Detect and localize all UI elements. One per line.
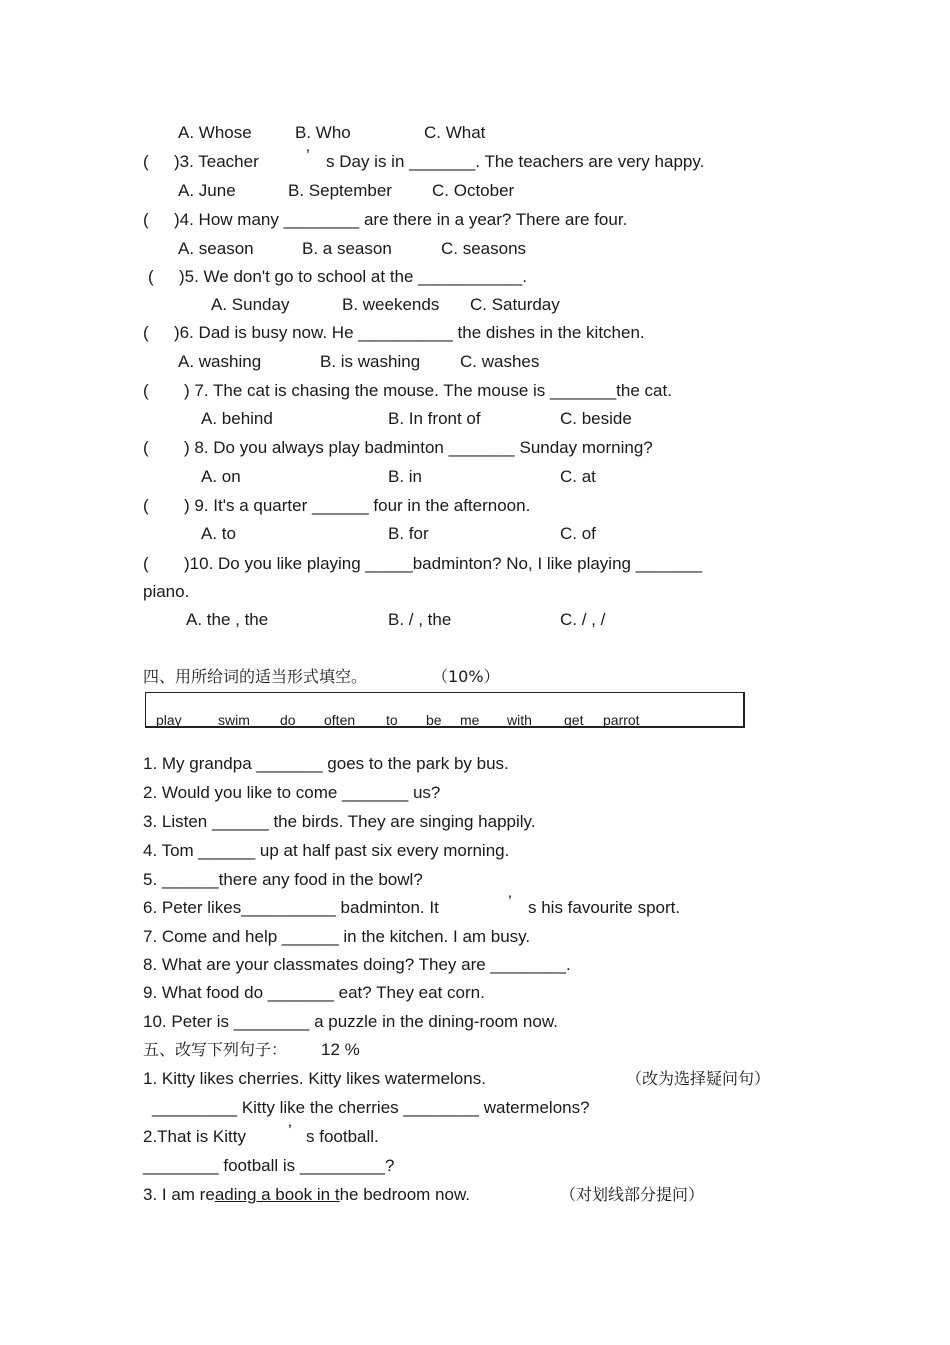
rewrite-1-text: 1. Kitty likes cherries. Kitty likes watermelons. [143,1069,486,1088]
fill-item-10: 10. Peter is ________ a puzzle in the dining-room now. [143,1012,558,1031]
q9-option-b: B. for [388,524,429,543]
rewrite-3-underlined: ading a book in t [214,1185,340,1204]
section4-score: （10%） [432,667,500,686]
q2-option-a: A. Whose [178,123,252,142]
q3-option-a: A. June [178,181,236,200]
rewrite-3-text [143,1185,470,1205]
fill-item-6-apostrophe: ’ [508,892,512,911]
fill-item-6-tail: s his favourite sport. [528,898,681,917]
q10-continuation: piano. [143,582,190,601]
rewrite-2-text: 2.That is Kitty [143,1127,246,1146]
q10-option-b: B. / , the [388,610,452,629]
fill-item-8: 8. What are your classmates doing? They are ________. [143,955,571,974]
q5-option-c: C. Saturday [470,295,560,314]
q2-option-c: C. What [424,123,486,142]
q3-apostrophe: ’ [306,146,310,165]
q10-bracket: ( [143,554,149,573]
q5-bracket: ( [148,267,154,286]
q10-option-c: C. / , / [560,610,606,629]
q8-option-c: C. at [560,467,596,486]
q5-option-b: B. weekends [342,295,440,314]
q7-option-c: C. beside [560,409,632,428]
fill-item-6: 6. Peter likes__________ badminton. It [143,898,439,917]
fill-item-3: 3. Listen ______ the birds. They are singing happily. [143,812,536,831]
q9-text: ) 9. It's a quarter ______ four in the afternoon. [184,496,531,515]
q7-bracket: ( [143,381,149,400]
word-bank-item: me [460,712,480,728]
word-bank-item: with [507,712,532,728]
q3-option-c: C. October [432,181,515,200]
q5-text: )5. We don't go to school at the ___________. [179,267,527,286]
rewrite-2-tail: s football. [306,1127,379,1146]
word-bank-item: often [324,712,356,728]
word-bank-item: parrot [603,712,640,728]
q7-text: ) 7. The cat is chasing the mouse. The mouse is _______the cat. [184,381,672,400]
q6-option-c: C. washes [460,352,540,371]
fill-item-7: 7. Come and help ______ in the kitchen. I am busy. [143,927,531,946]
q7-option-b: B. In front of [388,409,481,428]
q4-text: )4. How many ________ are there in a year? There are four. [174,210,628,229]
q6-option-a: A. washing [178,352,262,371]
rewrite-3-instruction: （对划线部分提问） [560,1185,705,1204]
word-bank-item: be [426,712,442,728]
fill-item-4: 4. Tom ______ up at half past six every morning. [143,841,510,860]
q3-bracket: ( [143,152,149,171]
word-bank-item: do [280,712,296,728]
word-bank-item: to [386,712,398,728]
rewrite-2-answer: ________ football is _________? [143,1156,395,1175]
rewrite-2-apostrophe: ’ [288,1121,292,1140]
q8-text: ) 8. Do you always play badminton _______ Sunday morning? [184,438,653,457]
q3-text-a: )3. Teacher [174,152,259,171]
q5-option-a: A. Sunday [211,295,290,314]
q8-option-b: B. in [388,467,423,486]
q8-bracket: ( [143,438,149,457]
rewrite-3-post: he bedroom now. [339,1185,470,1204]
q10-option-a: A. the , the [186,610,269,629]
section4-heading: 四、用所给词的适当形式填空。 [143,667,368,686]
word-bank-item: swim [218,712,250,728]
fill-item-5: 5. ______there any food in the bowl? [143,870,423,889]
q3-option-b: B. September [288,181,392,200]
q4-option-b: B. a season [302,239,392,258]
q3-text-b: s Day is in _______. The teachers are very happy. [326,152,705,171]
q10-text: )10. Do you like playing _____badminton? No, I like playing _______ [184,554,702,573]
word-bank-item: get [564,712,584,728]
fill-item-9: 9. What food do _______ eat? They eat corn. [143,983,485,1002]
word-bank-item: play [156,712,182,728]
q4-bracket: ( [143,210,149,229]
rewrite-1-answer: _________ Kitty like the cherries ________ watermelons? [152,1098,590,1117]
fill-item-1: 1. My grandpa _______ goes to the park by bus. [143,754,509,773]
q8-option-a: A. on [201,467,241,486]
q9-bracket: ( [143,496,149,515]
q6-text: )6. Dad is busy now. He __________ the dishes in the kitchen. [174,323,645,342]
q4-option-c: C. seasons [441,239,527,258]
q4-option-a: A. season [178,239,254,258]
section5-heading: 五、改写下列句子： [143,1040,288,1059]
q7-option-a: A. behind [201,409,273,428]
rewrite-3-pre: 3. I am re [143,1185,215,1204]
q6-bracket: ( [143,323,149,342]
q9-option-c: C. of [560,524,596,543]
fill-item-2: 2. Would you like to come _______ us? [143,783,441,802]
q9-option-a: A. to [201,524,236,543]
q6-option-b: B. is washing [320,352,421,371]
q2-option-b: B. Who [295,123,351,142]
rewrite-1-instruction: （改为选择疑问句） [626,1069,771,1088]
section5-score: 12 % [321,1040,360,1059]
